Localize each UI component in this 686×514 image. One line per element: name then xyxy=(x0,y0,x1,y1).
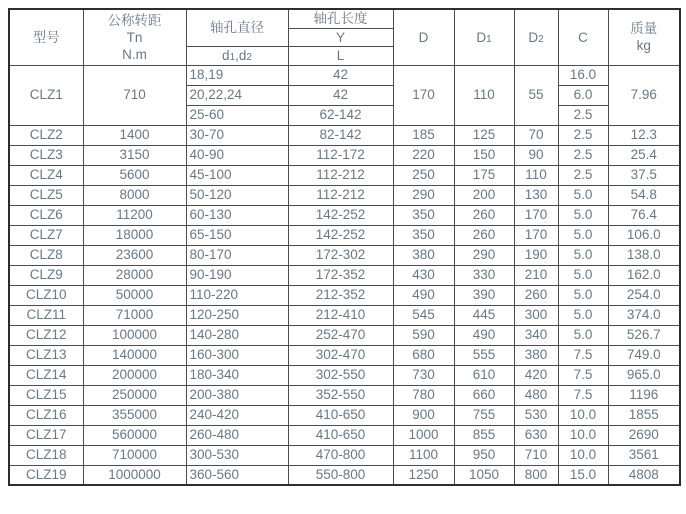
header-row-1 xyxy=(9,9,680,28)
cell-D: 1000 xyxy=(393,425,454,445)
cell-D2: 530 xyxy=(514,405,558,425)
cell-bore-length: 112-172 xyxy=(288,145,393,165)
cell-mass: 2690 xyxy=(608,425,680,445)
cell-mass: 526.7 xyxy=(608,325,680,345)
cell-mass: 1196 xyxy=(608,385,680,405)
cell-D1: 175 xyxy=(454,165,514,185)
cell-bore-length: 172-302 xyxy=(288,245,393,265)
cell-C: 5.0 xyxy=(558,205,608,225)
cell-mass: 76.4 xyxy=(608,205,680,225)
cell-mass: 3561 xyxy=(608,445,680,465)
cell-torque: 100000 xyxy=(83,325,186,345)
cell-bore-length: 142-252 xyxy=(288,205,393,225)
cell-model: CLZ4 xyxy=(9,165,83,185)
cell-bore-diameter: 60-130 xyxy=(186,205,288,225)
cell-model: CLZ11 xyxy=(9,305,83,325)
cell-bore-diameter: 140-280 xyxy=(186,325,288,345)
cell-torque: 28000 xyxy=(83,265,186,285)
cell-mass: 4808 xyxy=(608,465,680,485)
cell-bore-length: 352-550 xyxy=(288,385,393,405)
cell-D1: 330 xyxy=(454,265,514,285)
cell-D: 250 xyxy=(393,165,454,185)
cell-model: CLZ16 xyxy=(9,405,83,425)
cell-model: CLZ18 xyxy=(9,445,83,465)
cell-C: 2.5 xyxy=(558,145,608,165)
cell-mass: 106.0 xyxy=(608,225,680,245)
cell-C: 5.0 xyxy=(558,305,608,325)
cell-mass: 138.0 xyxy=(608,245,680,265)
cell-D2: 55 xyxy=(514,65,558,125)
cell-D: 380 xyxy=(393,245,454,265)
cell-D2: 800 xyxy=(514,465,558,485)
cell-bore-diameter: 180-340 xyxy=(186,365,288,385)
cell-bore-diameter: 240-420 xyxy=(186,405,288,425)
table-row xyxy=(9,365,680,385)
cell-bore-diameter: 360-560 xyxy=(186,465,288,485)
cell-C: 7.5 xyxy=(558,365,608,385)
header-D2 xyxy=(514,9,558,65)
header-model: 型号 xyxy=(9,9,83,65)
cell-bore-length: 252-470 xyxy=(288,325,393,345)
cell-D2: 130 xyxy=(514,185,558,205)
cell-D2: 630 xyxy=(514,425,558,445)
cell-torque: 200000 xyxy=(83,365,186,385)
cell-bore-diameter: 160-300 xyxy=(186,345,288,365)
cell-mass: 162.0 xyxy=(608,265,680,285)
cell-D1: 755 xyxy=(454,405,514,425)
cell-D2: 380 xyxy=(514,345,558,365)
clz1-block xyxy=(9,65,680,125)
cell-mass: 37.5 xyxy=(608,165,680,185)
table-row xyxy=(9,245,680,265)
cell-D1: 660 xyxy=(454,385,514,405)
cell-bore-length: 212-352 xyxy=(288,285,393,305)
cell-torque: 710 xyxy=(83,65,186,125)
header-bore-diameter: 轴孔直径 xyxy=(186,9,288,47)
table-body xyxy=(9,125,680,485)
cell-D1: 200 xyxy=(454,185,514,205)
cell-torque: 710000 xyxy=(83,445,186,465)
cell-torque: 1000000 xyxy=(83,465,186,485)
cell-D1: 610 xyxy=(454,365,514,385)
cell-mass: 254.0 xyxy=(608,285,680,305)
cell-D: 220 xyxy=(393,145,454,165)
cell-D1: 445 xyxy=(454,305,514,325)
cell-D: 590 xyxy=(393,325,454,345)
cell-torque: 11200 xyxy=(83,205,186,225)
cell-C: 5.0 xyxy=(558,245,608,265)
header-bore-length: 轴孔长度 xyxy=(288,9,393,28)
table-row xyxy=(9,65,680,85)
cell-model: CLZ3 xyxy=(9,145,83,165)
cell-model: CLZ9 xyxy=(9,265,83,285)
cell-D: 430 xyxy=(393,265,454,285)
cell-C: 10.0 xyxy=(558,445,608,465)
cell-bore-length: 302-550 xyxy=(288,365,393,385)
cell-D: 350 xyxy=(393,205,454,225)
cell-C: 16.0 xyxy=(558,65,608,85)
cell-D2: 110 xyxy=(514,165,558,185)
cell-D1: 855 xyxy=(454,425,514,445)
table-row xyxy=(9,125,680,145)
cell-bore-length: 410-650 xyxy=(288,425,393,445)
cell-bore-diameter: 45-100 xyxy=(186,165,288,185)
header-C: C xyxy=(558,9,608,65)
table-row xyxy=(9,285,680,305)
cell-C: 2.5 xyxy=(558,105,608,125)
cell-model: CLZ2 xyxy=(9,125,83,145)
table-row xyxy=(9,325,680,345)
cell-D: 350 xyxy=(393,225,454,245)
table-row xyxy=(9,385,680,405)
cell-D: 185 xyxy=(393,125,454,145)
cell-mass: 1855 xyxy=(608,405,680,425)
header-mass-unit: kg xyxy=(636,38,651,54)
cell-D2: 170 xyxy=(514,205,558,225)
table-row xyxy=(9,145,680,165)
cell-C: 5.0 xyxy=(558,185,608,205)
cell-D2: 260 xyxy=(514,285,558,305)
cell-D1: 125 xyxy=(454,125,514,145)
cell-D: 1250 xyxy=(393,465,454,485)
cell-D1: 950 xyxy=(454,445,514,465)
cell-D: 680 xyxy=(393,345,454,365)
cell-bore-diameter: 65-150 xyxy=(186,225,288,245)
cell-bore-diameter: 25-60 xyxy=(186,105,288,125)
header-mass-title: 质量 xyxy=(630,21,658,37)
cell-bore-length: 62-142 xyxy=(288,105,393,125)
cell-D: 1100 xyxy=(393,445,454,465)
cell-torque: 355000 xyxy=(83,405,186,425)
cell-model: CLZ15 xyxy=(9,385,83,405)
table-row xyxy=(9,465,680,485)
cell-bore-diameter: 40-90 xyxy=(186,145,288,165)
table-row xyxy=(9,265,680,285)
cell-C: 15.0 xyxy=(558,465,608,485)
cell-bore-diameter: 20,22,24 xyxy=(186,85,288,105)
cell-C: 7.5 xyxy=(558,345,608,365)
cell-bore-diameter: 200-380 xyxy=(186,385,288,405)
cell-bore-length: 550-800 xyxy=(288,465,393,485)
cell-bore-length: 112-212 xyxy=(288,185,393,205)
cell-D: 170 xyxy=(393,65,454,125)
cell-D: 290 xyxy=(393,185,454,205)
cell-D2: 340 xyxy=(514,325,558,345)
header-D: D xyxy=(393,9,454,65)
table-row xyxy=(9,185,680,205)
cell-D1: 150 xyxy=(454,145,514,165)
cell-bore-diameter: 120-250 xyxy=(186,305,288,325)
table-row xyxy=(9,225,680,245)
cell-D2: 170 xyxy=(514,225,558,245)
cell-C: 7.5 xyxy=(558,385,608,405)
cell-bore-length: 212-410 xyxy=(288,305,393,325)
cell-mass: 965.0 xyxy=(608,365,680,385)
header-D2-base: D xyxy=(528,29,539,45)
cell-D: 545 xyxy=(393,305,454,325)
cell-bore-diameter: 110-220 xyxy=(186,285,288,305)
header-D1 xyxy=(454,9,514,65)
header-mass xyxy=(608,9,680,65)
cell-C: 5.0 xyxy=(558,325,608,345)
cell-D1: 1050 xyxy=(454,465,514,485)
cell-model: CLZ8 xyxy=(9,245,83,265)
cell-torque: 50000 xyxy=(83,285,186,305)
cell-bore-diameter: 30-70 xyxy=(186,125,288,145)
cell-D2: 710 xyxy=(514,445,558,465)
cell-D1: 260 xyxy=(454,225,514,245)
header-D1-subscript: 1 xyxy=(486,33,492,45)
cell-bore-length: 82-142 xyxy=(288,125,393,145)
table-row xyxy=(9,165,680,185)
cell-bore-diameter: 50-120 xyxy=(186,185,288,205)
cell-D2: 300 xyxy=(514,305,558,325)
cell-D2: 70 xyxy=(514,125,558,145)
table-header xyxy=(9,9,680,65)
cell-torque: 23600 xyxy=(83,245,186,265)
header-bore-length-Y: Y xyxy=(288,28,393,47)
cell-model: CLZ17 xyxy=(9,425,83,445)
header-d1d2 xyxy=(186,47,288,66)
cell-mass: 54.8 xyxy=(608,185,680,205)
cell-bore-length: 172-352 xyxy=(288,265,393,285)
cell-model: CLZ1 xyxy=(9,65,83,125)
cell-torque: 8000 xyxy=(83,185,186,205)
cell-torque: 560000 xyxy=(83,425,186,445)
cell-model: CLZ14 xyxy=(9,365,83,385)
table-row xyxy=(9,425,680,445)
header-torque-unit: N.m xyxy=(122,46,147,62)
cell-C: 2.5 xyxy=(558,125,608,145)
cell-C: 6.0 xyxy=(558,85,608,105)
cell-mass: 25.4 xyxy=(608,145,680,165)
cell-C: 10.0 xyxy=(558,405,608,425)
table-row xyxy=(9,445,680,465)
cell-mass: 374.0 xyxy=(608,305,680,325)
cell-D2: 480 xyxy=(514,385,558,405)
cell-D2: 420 xyxy=(514,365,558,385)
header-d1-subscript: 1 xyxy=(229,52,236,64)
cell-bore-length: 410-650 xyxy=(288,405,393,425)
cell-bore-length: 112-212 xyxy=(288,165,393,185)
cell-D1: 290 xyxy=(454,245,514,265)
cell-torque: 18000 xyxy=(83,225,186,245)
cell-bore-length: 302-470 xyxy=(288,345,393,365)
table-row xyxy=(9,205,680,225)
cell-bore-length: 470-800 xyxy=(288,445,393,465)
cell-mass: 12.3 xyxy=(608,125,680,145)
cell-model: CLZ10 xyxy=(9,285,83,305)
cell-D2: 210 xyxy=(514,265,558,285)
cell-D: 490 xyxy=(393,285,454,305)
cell-D: 900 xyxy=(393,405,454,425)
cell-mass: 749.0 xyxy=(608,345,680,365)
cell-mass: 7.96 xyxy=(608,65,680,125)
cell-C: 5.0 xyxy=(558,225,608,245)
cell-D2: 190 xyxy=(514,245,558,265)
header-d2-subscript: 2 xyxy=(246,52,252,64)
table-row xyxy=(9,305,680,325)
cell-D1: 490 xyxy=(454,325,514,345)
cell-torque: 140000 xyxy=(83,345,186,365)
cell-torque: 250000 xyxy=(83,385,186,405)
cell-bore-length: 42 xyxy=(288,85,393,105)
header-D1-base: D xyxy=(476,29,487,45)
cell-D1: 110 xyxy=(454,65,514,125)
cell-D: 730 xyxy=(393,365,454,385)
cell-bore-diameter: 80-170 xyxy=(186,245,288,265)
header-d1d2-mid: ,d xyxy=(235,48,247,64)
table-row xyxy=(9,345,680,365)
header-D2-subscript: 2 xyxy=(538,33,544,45)
cell-D: 780 xyxy=(393,385,454,405)
cell-D1: 260 xyxy=(454,205,514,225)
cell-D1: 555 xyxy=(454,345,514,365)
header-torque-symbol: Tn xyxy=(126,29,143,45)
cell-C: 5.0 xyxy=(558,265,608,285)
coupling-spec-table xyxy=(8,8,681,486)
cell-bore-diameter: 260-480 xyxy=(186,425,288,445)
table-row xyxy=(9,405,680,425)
cell-C: 5.0 xyxy=(558,285,608,305)
cell-model: CLZ5 xyxy=(9,185,83,205)
cell-bore-diameter: 90-190 xyxy=(186,265,288,285)
header-torque xyxy=(83,9,186,65)
cell-torque: 1400 xyxy=(83,125,186,145)
cell-bore-diameter: 18,19 xyxy=(186,65,288,85)
cell-model: CLZ13 xyxy=(9,345,83,365)
cell-bore-diameter: 300-530 xyxy=(186,445,288,465)
cell-bore-length: 42 xyxy=(288,65,393,85)
cell-C: 10.0 xyxy=(558,425,608,445)
header-bore-length-L: L xyxy=(288,47,393,66)
cell-model: CLZ12 xyxy=(9,325,83,345)
cell-model: CLZ6 xyxy=(9,205,83,225)
cell-C: 2.5 xyxy=(558,165,608,185)
header-d1d2-base: d xyxy=(222,48,230,64)
cell-model: CLZ7 xyxy=(9,225,83,245)
cell-D2: 90 xyxy=(514,145,558,165)
cell-bore-length: 142-252 xyxy=(288,225,393,245)
cell-torque: 3150 xyxy=(83,145,186,165)
cell-torque: 5600 xyxy=(83,165,186,185)
cell-model: CLZ19 xyxy=(9,465,83,485)
cell-torque: 71000 xyxy=(83,305,186,325)
cell-D1: 390 xyxy=(454,285,514,305)
header-torque-title: 公称转距 xyxy=(107,12,162,28)
